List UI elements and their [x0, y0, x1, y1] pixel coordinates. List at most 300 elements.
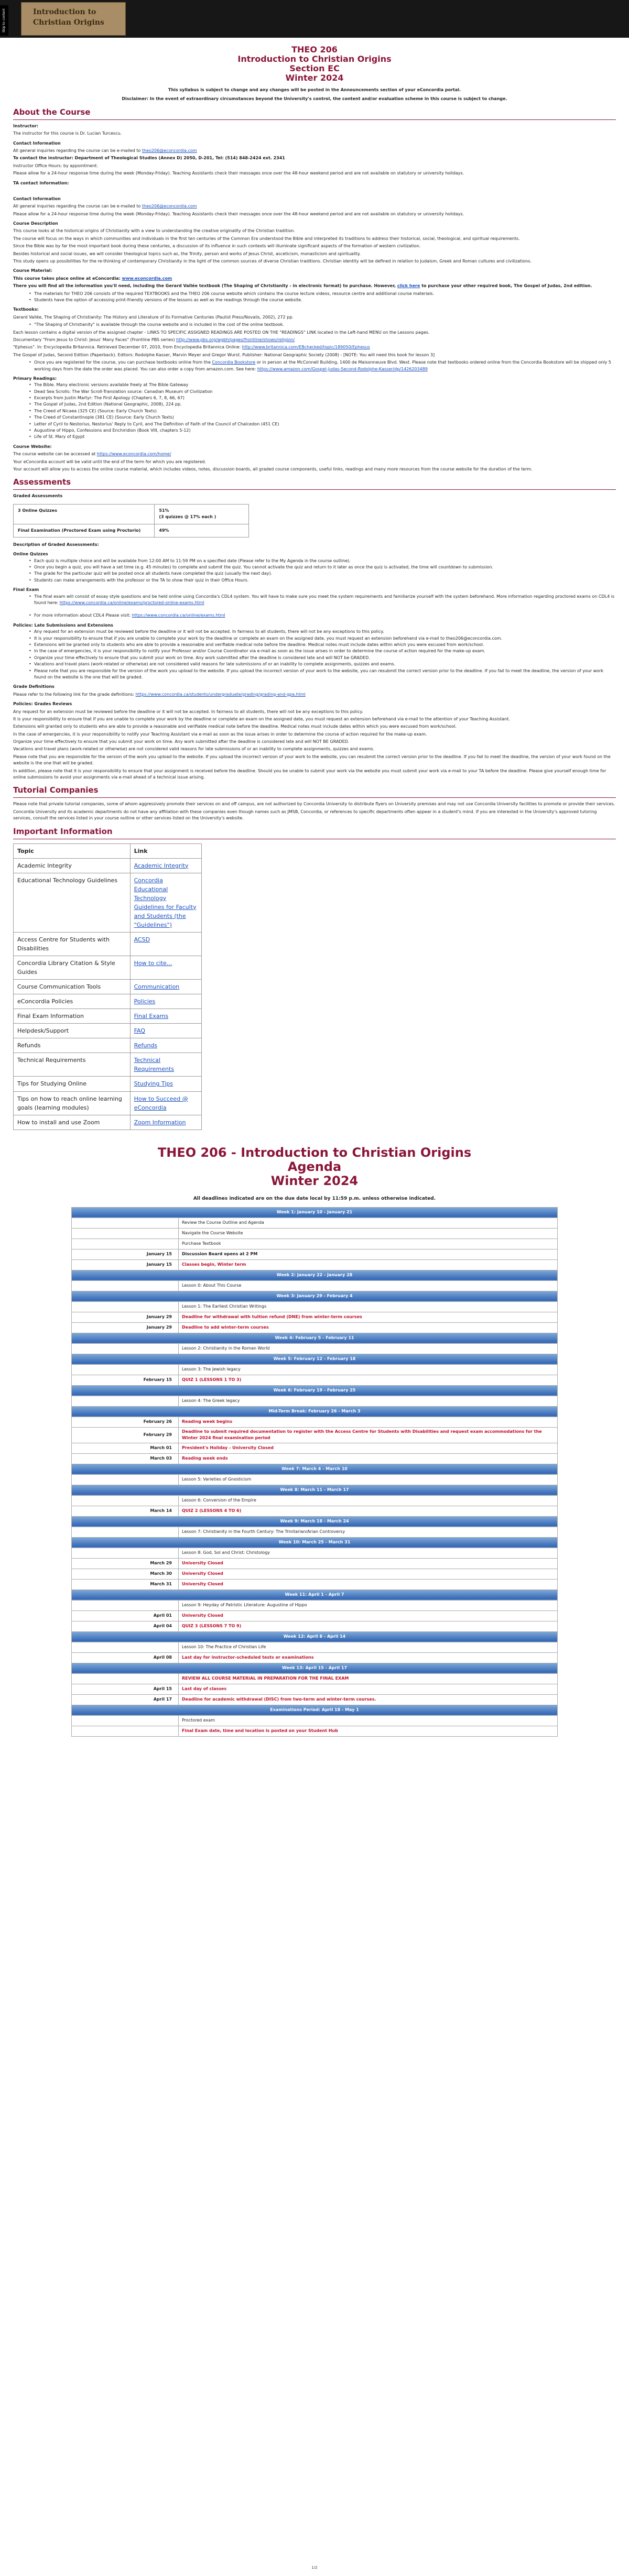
contact-email-link-2[interactable]: theo206@econcordia.com [142, 204, 197, 209]
list-item: • It is your responsibility to ensure that if you are unable to complete your work by the deadline or complete an exam on the assigned date, you must request an extension beforehand via e-mail to theo206@econcordia.com. [29, 635, 616, 642]
primary-reading-item: • Life of St. Mary of Egypt [29, 434, 616, 440]
primary-reading-item: • The Gospel of Judas, 2nd Edition (National Geographic, 2008), 224 pp. [29, 401, 616, 408]
agenda-date: April 01 [72, 1610, 179, 1621]
course-title: Introduction to Christian Origins [237, 54, 392, 64]
agenda-item: Lesson 7: Christianity in the Fourth Century: The Trinitarian/Arian Controversy [179, 1527, 558, 1537]
link-cell [130, 994, 201, 1009]
final-exam-bullets [29, 594, 616, 619]
website-p3: Your account will allow you to access the online course material, which includes videos, notes, discussion boards, all graded course components, useful links, readings and many more resources from the course website for the duration of the term. [13, 466, 533, 472]
agenda-row [72, 1280, 558, 1291]
course-code: THEO 206 [291, 45, 338, 54]
primary-reading-item: • Excerpts from Justin Martyr: The First Apology (Chapters 6, 7, 8, 66, 67) [29, 395, 616, 401]
primary-reading-item: • The Creed of Constantinople (381 CE) (Source: Early Church Texts) [29, 414, 616, 421]
frontline-link[interactable]: http://www.pbs.org/wgbh/pages/frontline/shows/religion/ [176, 337, 295, 342]
agenda-item: Lesson 0: About This Course [179, 1280, 558, 1291]
grade-definitions-link[interactable]: https://www.concordia.ca/students/undergraduate/grading/grading-and-gpa.html [135, 692, 306, 697]
agenda-date: March 03 [72, 1453, 179, 1464]
col-header-topic: Topic [14, 843, 131, 858]
agenda-date: January 29 [72, 1312, 179, 1322]
agenda-item: Lesson 9: Heyday of Patristic Literature: Augustine of Hippo [179, 1600, 558, 1610]
primary-readings-list [29, 382, 616, 441]
col-header-link: Link [130, 843, 201, 858]
grade-review-label: Policies: Grades Reviews [13, 701, 72, 707]
table-row [14, 1024, 202, 1038]
agenda-row [72, 1228, 558, 1238]
list-item: • Students have the option of accessing print-friendly versions of the lessons as well as the readings through the course website. [29, 297, 616, 303]
agenda-week-header [72, 1590, 558, 1600]
textbook-note: There you will find all the information you'll need, including the Gerard Vallée textbook (The Shaping of Christianity - in electronic format) to purchase. However, click here to purchase your other required book, The Gospel of Judas, 2nd edition. [13, 283, 592, 289]
agenda-item: Deadline to add winter-term courses [179, 1322, 558, 1333]
agenda-row [72, 1579, 558, 1590]
info-link[interactable]: Communication [134, 983, 180, 991]
primary-reading-item: • Letter of Cyril to Nestorius, Nestorius' Reply to Cyril, and The Definition of Faith of the Council of Chalcedon (451 CE) [29, 421, 616, 427]
grade-definitions-text: Please refer to the following link for the grade definitions: https://www.concordia.ca/students/undergraduate/grading/grading-and-gpa.html [13, 692, 306, 697]
agenda-week-header [72, 1270, 558, 1280]
agenda-date [72, 1474, 179, 1485]
textbook-5: The Gospel of Judas, Second Edition (Paperback). Editors: Rodolphe Kasser, Marvin Meyer and Gregor Wurst. Publisher: National Geographic Society (2008) - [NOTE: You will need this book for lesson 3] [13, 352, 435, 357]
agenda-note: All deadlines indicated are on the due date local by 11:59 p.m. unless otherwise indicated. [193, 1196, 436, 1201]
agenda-item: Lesson 2: Christianity in the Roman World [179, 1343, 558, 1354]
link-cell [130, 956, 201, 980]
response-time: Please allow for a 24-hour response time during the week (Monday-Friday). Teaching Assistants check their messages once over the 48-hour weekend period and are not available on statutory or university holidays. [13, 171, 464, 176]
agenda-item: University Closed [179, 1610, 558, 1621]
banner-line-1: Introduction to [33, 8, 96, 16]
week-label: Week 5: February 12 - February 18 [72, 1354, 558, 1364]
agenda-item: University Closed [179, 1569, 558, 1579]
agenda-title-line-2: Agenda [287, 1159, 342, 1174]
week-label: Week 3: January 29 - February 4 [72, 1291, 558, 1301]
amazon-link[interactable]: https://www.amazon.com/Gospel-Judas-Second-Rodolphe-Kasser/dp/1426203489 [257, 366, 428, 371]
bookstore-link[interactable]: Concordia Bookstore [212, 360, 256, 365]
agenda-item: Purchase Textbook [179, 1238, 558, 1249]
agenda-date [72, 1343, 179, 1354]
about-heading: About the Course [13, 107, 91, 117]
agenda-week-header [72, 1333, 558, 1343]
agenda-item: Last day of classes [179, 1684, 558, 1694]
table-row [14, 873, 202, 932]
agenda-row [72, 1312, 558, 1322]
agenda-date: March 31 [72, 1579, 179, 1590]
agenda-row [72, 1673, 558, 1684]
agenda-date: April 17 [72, 1694, 179, 1705]
table-row [14, 1115, 202, 1130]
week-label: Week 9: March 18 - March 24 [72, 1516, 558, 1527]
agenda-item: Reading week ends [179, 1453, 558, 1464]
info-link[interactable]: Studying Tips [134, 1080, 173, 1088]
agenda-row [72, 1652, 558, 1663]
agenda-item: Final Exam date, time and location is posted on your Student Hub [179, 1726, 558, 1736]
table-cell: 3 Online Quizzes [14, 504, 155, 524]
table-row [14, 1009, 202, 1024]
textbook-1-bullets [29, 322, 616, 328]
info-link[interactable]: ACSD [134, 936, 150, 943]
desc-p4: Besides historical and social issues, we will consider theological topics such as, the Trinity, person and works of Jesus Christ, asceticism, monasticism and spirituality. [13, 251, 361, 256]
week-label: Week 8: March 11 - March 17 [72, 1485, 558, 1495]
agenda-week-header [72, 1516, 558, 1527]
agenda-date [72, 1495, 179, 1506]
agenda-week-header [72, 1537, 558, 1548]
agenda-week-header [72, 1485, 558, 1495]
divider [13, 797, 616, 798]
agenda-week-header [72, 1385, 558, 1396]
agenda-row [72, 1694, 558, 1705]
agenda-item: QUIZ 2 (LESSONS 4 TO 6) [179, 1506, 558, 1516]
agenda-week-header [72, 1354, 558, 1364]
agenda-row [72, 1443, 558, 1453]
agenda-row [72, 1259, 558, 1270]
info-link[interactable]: Concordia Educational Technology Guidelines for Faculty and Students (the "Guidelines") [134, 876, 197, 928]
week-label: Week 10: March 25 - March 31 [72, 1537, 558, 1548]
info-link[interactable]: Academic Integrity [134, 862, 189, 869]
agenda-week-header [72, 1631, 558, 1642]
list-item: • Please note that you are responsible for the version of the work you upload to the website. If you upload the incorrect version of your work to the website, you can resubmit the correct version prior to the deadline. If you fail to meet the deadline, the version of your work found on the website is the one that will be graded. [29, 668, 616, 681]
graded-assessments-table [13, 504, 249, 538]
list-item: • "The Shaping of Christianity" is available through the course website and is included in the cost of the online textbook. [29, 322, 616, 328]
list-item: • For more information about CDL4 Please visit: https://www.concordia.ca/online/exams.html [29, 612, 616, 619]
important-info-table [13, 843, 202, 1130]
instructor-text: The instructor for this course is Dr. Lucian Turcescu. [13, 131, 122, 136]
link-cell [130, 1024, 201, 1038]
week-label: Week 6: February 19 - February 25 [72, 1385, 558, 1396]
table-row [14, 956, 202, 980]
agenda-item: Lesson 5: Varieties of Gnosticism [179, 1474, 558, 1485]
agenda-row [72, 1684, 558, 1694]
info-link[interactable]: How to Succeed @ eConcordia [134, 1095, 188, 1111]
agenda-date: February 29 [72, 1427, 179, 1443]
agenda-date: April 08 [72, 1652, 179, 1663]
agenda-date: February 15 [72, 1375, 179, 1385]
textbook-2: Each lesson contains a digital version of the assigned chapter - LINKS TO SPECIFIC ASSIGNED READINGS ARE POSTED ON THE "READINGS" LINK located in the Left-hand MENU on the Lessons pages. [13, 330, 430, 335]
late-policy-bullets [29, 629, 616, 681]
table-row [14, 1053, 202, 1077]
table-cell: 51% (3 quizzes @ 17% each ) [155, 504, 249, 524]
table-row [14, 1077, 202, 1091]
agenda-week-header [72, 1207, 558, 1218]
week-label: Week 7: March 4 - March 10 [72, 1464, 558, 1474]
grade-review-paragraph: Organize your time effectively to ensure that you submit your work on time. Any work submitted after the deadline is considered late and will NOT BE GRADED. [13, 739, 350, 744]
info-link[interactable]: Final Exams [134, 1013, 169, 1020]
agenda-row [72, 1417, 558, 1427]
list-item: • The grade for the particular quiz will be posted once all students have completed the quiz (usually the next day). [29, 571, 616, 577]
textbook-3: Documentary "From Jesus to Christ: Jesus' Many Faces" (Frontline PBS series) http://www.pbs.org/wgbh/pages/frontline/shows/religion/ [13, 337, 295, 342]
syllabus-header [13, 45, 616, 83]
agenda-date [72, 1642, 179, 1652]
agenda-item: University Closed [179, 1558, 558, 1569]
agenda-item: Reading week begins [179, 1417, 558, 1427]
cdl4-exams-link[interactable]: https://www.concordia.ca/online/exams.html [132, 613, 225, 618]
agenda-item: Deadline for withdrawal with tuition refund (DNE) from winter-term courses [179, 1312, 558, 1322]
agenda-row [72, 1726, 558, 1736]
agenda-item: Proctored exam [179, 1715, 558, 1726]
agenda-date [72, 1715, 179, 1726]
agenda-title-line-3: Winter 2024 [270, 1173, 359, 1188]
graded-assessments-label: Graded Assessments [13, 494, 63, 499]
week-label: Week 13: April 15 - April 17 [72, 1663, 558, 1673]
textbooks-label: Textbooks: [13, 307, 39, 312]
info-link[interactable]: Zoom Information [134, 1119, 186, 1126]
textbook-4: "Ephesus". In: Encyclopedia Britannica. Retrieved December 07, 2010, from Encyclopedia Britannica Online: http://www.britannica.com/EBchecked/topic/189050/Ephesus [13, 345, 370, 350]
agenda-item: Lesson 4: The Greek legacy [179, 1396, 558, 1406]
table-row [14, 504, 249, 524]
primary-reading-item: • The Bible. Many electronic versions available freely at The Bible Gateway [29, 382, 616, 388]
week-label: Examinations Period: April 18 - May 1 [72, 1705, 558, 1715]
agenda-date [72, 1527, 179, 1537]
agenda-week-header [72, 1464, 558, 1474]
grade-review-paragraph: In the case of emergencies, it is your responsibility to notify your Teaching Assistant via e-mail as soon as the issue arises in order to determine the course of action required for the make-up exam. [13, 731, 427, 737]
agenda-row [72, 1322, 558, 1333]
material-text: This course takes place online at eConcordia: www.econcordia.com [13, 276, 172, 281]
week-label: Mid-Term Break: February 26 - March 3 [72, 1406, 558, 1417]
agenda-row [72, 1396, 558, 1406]
topic-cell: Tips on how to reach online learning goals (learning modules) [14, 1091, 131, 1115]
description-graded-label: Description of Graded Assessments: [13, 542, 99, 547]
tutorial-heading: Tutorial Companies [13, 785, 99, 795]
agenda-row [72, 1249, 558, 1259]
agenda-row [72, 1453, 558, 1464]
agenda-row [72, 1427, 558, 1443]
table-row [14, 994, 202, 1009]
divider [13, 489, 616, 490]
important-heading: Important Information [13, 826, 113, 836]
agenda-date [72, 1301, 179, 1312]
table-row [14, 1091, 202, 1115]
agenda-date: March 30 [72, 1569, 179, 1579]
agenda-date: April 15 [72, 1684, 179, 1694]
link-cell [130, 1077, 201, 1091]
grade-review-paragraphs [13, 709, 616, 781]
agenda-item: Review the Course Outline and Agenda [179, 1218, 558, 1228]
agenda-row [72, 1474, 558, 1485]
table-header-row [14, 843, 202, 858]
page-number: 1/2 [311, 2566, 318, 2570]
contact-text-2: All general inquiries regarding the course can be e-mailed to theo206@econcordia.com [13, 204, 197, 209]
info-link[interactable]: FAQ [134, 1027, 145, 1035]
banner-line-2: Christian Origins [33, 18, 104, 27]
primary-reading-item: • Dead Sea Scrolls: The War Scroll-Translation source: Canadian Museum of Civilization [29, 389, 616, 395]
course-website-link[interactable]: https://www.econcordia.com/home/ [96, 452, 171, 457]
agenda-item: Lesson 6: Conversion of the Empire [179, 1495, 558, 1506]
agenda-row [72, 1218, 558, 1228]
agenda-row [72, 1558, 558, 1569]
grade-review-paragraph: Any request for an extension must be reviewed before the deadline or it will not be accepted. In fairness to all students, there will not be any exceptions to this policy. [13, 709, 363, 714]
table-row [14, 524, 249, 537]
list-item: • Vacations and travel plans (work-related or otherwise) are not considered valid reasons for late submissions of or an inability to complete assignments, quizzes and exams. [29, 661, 616, 667]
agenda-week-header [72, 1663, 558, 1673]
agenda-date [72, 1364, 179, 1375]
topic-cell: Refunds [14, 1038, 131, 1053]
agenda-date: April 04 [72, 1621, 179, 1631]
desc-p5: This study opens up possibilities for the re-thinking of contemporary Christianity in the light of the common sources of diverse Christian traditions. Christian identity will be defined in relation to Judaism, Greek and Roman cultures and civilizations. [13, 259, 532, 264]
agenda-item: University Closed [179, 1579, 558, 1590]
econcordia-link[interactable]: www.econcordia.com [122, 276, 172, 281]
desc-p1: This course looks at the historical origins of Christianity with a view to understanding the creative originality of the Christian tradition. [13, 228, 295, 234]
link-cell [130, 873, 201, 932]
agenda-row [72, 1610, 558, 1621]
agenda-item: Lesson 8: God, Sol and Christ: Christology [179, 1548, 558, 1558]
link-cell [130, 1091, 201, 1115]
course-description-label: Course Description [13, 221, 58, 226]
proctored-exams-link[interactable]: https://www.concordia.ca/online/exams/proctored-online-exams.html [59, 600, 204, 606]
topic-cell: Tips for Studying Online [14, 1077, 131, 1091]
link-cell [130, 1009, 201, 1024]
agenda-title [13, 1146, 616, 1188]
week-label: Week 4: February 5 - February 11 [72, 1333, 558, 1343]
agenda-date: January 15 [72, 1249, 179, 1259]
table-row [14, 980, 202, 994]
banner-logo [21, 2, 126, 36]
topic-cell: Concordia Library Citation & Style Guides [14, 956, 131, 980]
agenda-title-line-1: THEO 206 - Introduction to Christian Origins [157, 1145, 472, 1160]
topic-cell: Helpdesk/Support [14, 1024, 131, 1038]
topic-cell: Educational Technology Guidelines [14, 873, 131, 932]
topic-cell: Final Exam Information [14, 1009, 131, 1024]
assessments-heading: Assessments [13, 477, 71, 487]
skip-to-content-link[interactable]: Skip to content [0, 5, 8, 36]
instructor-label: Instructor: [13, 123, 39, 128]
contact-email-link[interactable]: theo206@econcordia.com [142, 148, 197, 153]
topic-cell: eConcordia Policies [14, 994, 131, 1009]
agenda-date [72, 1238, 179, 1249]
agenda-date [72, 1548, 179, 1558]
response-time-2: Please allow for a 24-hour response time during the week (Monday-Friday). Teaching Assistants check their messages once over the 48-hour weekend period and are not available on statutory or university holidays. [13, 211, 464, 216]
late-policy-label: Policies: Late Submissions and Extensions [13, 622, 113, 628]
week-label: Week 11: April 1 - April 7 [72, 1590, 558, 1600]
material-bullets [29, 291, 616, 304]
agenda-row [72, 1301, 558, 1312]
table-row [14, 932, 202, 956]
list-item: • The materials for THEO 206 consists of the required TEXTBOOKS and the THEO 206 course website which contains the course lecture videos, resource centre and additional course materials. [29, 291, 616, 297]
list-item: • Students can make arrangements with the professor or the TA to show their quiz in their Office Hours. [29, 577, 616, 584]
syllabus-change-note: This syllabus is subject to change and any changes will be posted in the Announcements section of your eConcordia portal. [168, 87, 461, 92]
quiz-bullets [29, 558, 616, 584]
ta-contact-label: TA contact information: [13, 180, 69, 185]
divider [13, 119, 616, 120]
agenda-item: Navigate the Course Website [179, 1228, 558, 1238]
course-banner [0, 0, 629, 38]
agenda-row [72, 1621, 558, 1631]
list-item: • Once you are registered for the course, you can purchase textbooks online from the Concordia Bookstore or in person at the McConnell Building, 1400 de Maisonneuve Blvd. West. Please note that textbooks ordered online from the Concordia Bookstore will be shipped only 5 working days from the date the order was placed. You can also order a copy from amazon.com. See here: https://www.amazon.com/Gospel-Judas-Second-Rodolphe-Kasser/dp/1426203489 [29, 359, 616, 372]
agenda-item: Lesson 10: The Practice of Christian Life [179, 1642, 558, 1652]
table-row [14, 858, 202, 873]
list-item: • Organize your time effectively to ensure that you submit your work on time. Any work submitted after the deadline is considered late and will NOT be GRADED. [29, 655, 616, 661]
agenda-item: Lesson 3: The Jewish legacy [179, 1364, 558, 1375]
agenda-item: Deadline for academic withdrawal (DISC) from two-term and winter-term courses. [179, 1694, 558, 1705]
disclaimer: Disclaimer: In the event of extraordinary circumstances beyond the University's control, the content and/or evaluation scheme in this course is subject to change. [122, 96, 507, 102]
agenda-date [72, 1726, 179, 1736]
list-item: • Once you begin a quiz, you will have a set time (e.g. 45 minutes) to complete and submit the quiz. You cannot activate the quiz and return to it later as once the quiz is activated, the time will countdown to submission. [29, 564, 616, 571]
agenda-item: QUIZ 3 (LESSONS 7 TO 9) [179, 1621, 558, 1631]
agenda-row [72, 1364, 558, 1375]
agenda-date: January 15 [72, 1259, 179, 1270]
contact-instructor: To contact the instructor: Department of Theological Studies (Annex D) 2050, D-201, Tel: (514) 848-2424 ext. 2341 [13, 156, 285, 161]
course-section: Section EC [289, 63, 340, 73]
course-website-label: Course Website: [13, 444, 52, 449]
contact-label-2: Contact Information [13, 196, 61, 201]
grade-review-paragraph: Vacations and travel plans (work-related or otherwise) are not considered valid reasons for late submissions of or an inability to complete assignments, quizzes and exams. [13, 747, 375, 752]
tutorial-p2: Concordia University and its academic departments do not have any affiliation with these companies even though names such as JMSB, Concordia, or references to specific departments often appear in a student's mind. If you are interested in the University's approved tutoring services, consult the services listed in your course outline or other services listed on the University's website. [13, 809, 597, 821]
agenda-date [72, 1396, 179, 1406]
topic-cell: How to install and use Zoom [14, 1115, 131, 1130]
click-here-link[interactable]: click here [397, 283, 420, 289]
list-item: • The final exam will consist of essay style questions and be held online using Concordia's CDL4 system. You will have to make sure you meet the system requirements and familiarize yourself with the system beforehand. More information regarding proctored exams on CDL4 is found here: https://www.concordia.ca/online/exams/proctored-online-exams.html [29, 594, 616, 607]
info-link[interactable]: Policies [134, 998, 156, 1005]
grade-definitions-label: Grade Definitions [13, 684, 55, 689]
course-term: Winter 2024 [285, 73, 344, 83]
topic-cell: Technical Requirements [14, 1053, 131, 1077]
agenda-row [72, 1548, 558, 1558]
desc-p3: Since the Bible was by far the most important book during these centuries, a discussion of its influence in such contexts will illuminate significant aspects of the formation of western civilization. [13, 244, 421, 249]
website-p2: Your eConcordia account will be valid until the end of the term for which you are registered. [13, 459, 207, 464]
info-link[interactable]: Technical Requirements [134, 1057, 175, 1073]
agenda-week-header [72, 1705, 558, 1715]
agenda-item: President's Holiday - University Closed [179, 1443, 558, 1453]
agenda-week-header [72, 1291, 558, 1301]
table-cell: 49% [155, 524, 249, 537]
link-cell [130, 932, 201, 956]
grade-review-paragraph: It is your responsibility to ensure that if you are unable to complete your work by the deadline or complete an exam on the assigned date, you must request an extension beforehand via e-mail to the attention of your Teaching Assistant. [13, 716, 510, 721]
agenda-item: Deadline to submit required documentation to register with the Access Centre for Students with Disabilities and request exam accommodations for the Winter 2024 final examination period [179, 1427, 558, 1443]
topic-cell: Academic Integrity [14, 858, 131, 873]
textbook-5-bullets [29, 359, 616, 372]
list-item: • In the case of emergencies, it is your responsibility to notify your Professor and/or Course Coordinator via e-mail as soon as the issue arises in order to determine the course of action required for the make-up exam. [29, 648, 616, 654]
contact-text: All general inquiries regarding the course can be e-mailed to theo206@econcordia.com [13, 148, 197, 153]
desc-p2: The course will focus on the ways in which communities and individuals in the first ten centuries of the Common Era understood the Bible and interpreted its traditions to address their historical, social, theological, and spiritual requirements. [13, 236, 520, 241]
office-hours: Instructor Office Hours: by appointment. [13, 163, 99, 168]
agenda-date: March 14 [72, 1506, 179, 1516]
info-link[interactable]: How to cite... [134, 960, 172, 967]
agenda-row [72, 1642, 558, 1652]
agenda-row [72, 1715, 558, 1726]
info-link[interactable]: Refunds [134, 1042, 158, 1049]
week-label: Week 1: January 10 - January 21 [72, 1207, 558, 1218]
agenda-date [72, 1280, 179, 1291]
primary-readings-label: Primary Readings: [13, 376, 57, 381]
agenda-date [72, 1600, 179, 1610]
primary-reading-item: • Augustine of Hippo, Confessions and Enchiridion (Book VIII, chapters 5-12) [29, 427, 616, 434]
agenda-date: March 29 [72, 1558, 179, 1569]
link-cell [130, 1038, 201, 1053]
agenda-date [72, 1218, 179, 1228]
table-row [14, 1038, 202, 1053]
link-cell [130, 1115, 201, 1130]
grade-review-paragraph: In addition, please note that it is your responsibility to ensure that your assignment is received before the deadline. Should you be unable to submit your work via the website you must submit your work via e-mail to your TA before the deadline. Please give yourself enough time for online submissions to avoid your assignments via e-mail ahead of a technical issue arising. [13, 768, 606, 780]
list-item: • Each quiz is multiple choice and will be available from 12:00 AM to 11:59 PM on a specified date (Please refer to the My Agenda in the course outline). [29, 558, 616, 564]
week-label: Week 12: April 8 - April 14 [72, 1631, 558, 1642]
topic-cell: Access Centre for Students with Disabilities [14, 932, 131, 956]
final-exam-label: Final Exam [13, 587, 39, 593]
agenda-row [72, 1600, 558, 1610]
agenda-item: Classes begin, Winter term [179, 1259, 558, 1270]
grade-review-paragraph: Extensions will granted only to students who are able to provide a reasonable and verifiable medical note before the deadline. Medical notes must include dates within which you were excused from work/school. [13, 724, 457, 729]
link-cell [130, 1053, 201, 1077]
list-item: • Extensions will be granted only to students who are able to provide a reasonable and verifiable medical note before the deadline. Medical notes must include dates within which you were excused from work/school. [29, 642, 616, 648]
agenda-date: February 26 [72, 1417, 179, 1427]
agenda-row [72, 1569, 558, 1579]
grade-review-paragraph: Please note that you are responsible for the version of the work you upload to the website. If you upload the incorrect version of your work to the website, you can resubmit the correct version prior to the deadline. If you fail to meet the deadline, the version of your work found on the website is the one that will be graded. [13, 754, 611, 766]
agenda-table [71, 1207, 558, 1737]
britannica-link[interactable]: http://www.britannica.com/EBchecked/topic/189050/Ephesus [242, 345, 370, 350]
topic-cell: Course Communication Tools [14, 980, 131, 994]
agenda-row [72, 1238, 558, 1249]
link-cell [130, 980, 201, 994]
agenda-item: Discussion Board opens at 2 PM [179, 1249, 558, 1259]
table-cell: Final Examination (Proctored Exam using Proctorio) [14, 524, 155, 537]
agenda-week-header [72, 1406, 558, 1417]
tutorial-p1: Please note that private tutorial companies, some of whom aggressively promote their services on and off campus, are not authorized by Concordia University to distribute flyers on University premises and may not use Concordia University facilities to promote or provide their services. [13, 802, 615, 807]
agenda-row [72, 1343, 558, 1354]
list-item: • Any request for an extension must be reviewed before the deadline or it will not be accepted. In fairness to all students, there will not be any exceptions to this policy. [29, 629, 616, 635]
agenda-item: QUIZ 1 (LESSONS 1 TO 3) [179, 1375, 558, 1385]
